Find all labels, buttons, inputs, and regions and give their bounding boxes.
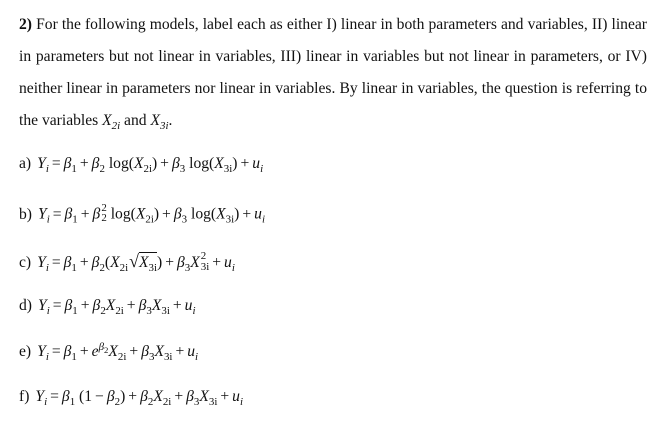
- equation-label: b): [19, 205, 32, 223]
- problem-conjunction: and: [120, 112, 151, 129]
- variable-x3i: $X_{3i}$: [150, 112, 169, 132]
- equation-b: b) $Y_i = \beta_1 + \beta$ 2 2 $\log(X_{2i}) + \beta_3$ $\log(X_{3i}) + u_i$: [19, 202, 265, 226]
- equation-label: e): [19, 343, 32, 360]
- problem-statement: 2) For the following models, label each as either I) linear in both parameters and variables, II) linear in parameters but not linear in variables, III) linear in variables but not linear in parameters, or IV) neither linear in parameters nor linear in variables. By linear in variables, the question is referring to the variables $X_{2i}$ and $X_{3i}$.: [19, 16, 647, 132]
- equation-label: a): [19, 155, 32, 172]
- equation-c: c) $Y_i = \beta_1 + \beta_2(X_{2i}√X_{3i}) + \beta_3X$ 2 3i + $u_i$: [19, 250, 235, 274]
- equation-label: d): [19, 297, 32, 314]
- sqrt-icon: √: [129, 251, 139, 271]
- problem-intro: For the following models, label each as either I) linear in both parameters and variables, II) linear in parameters but not linear in variables, III) linear in variables but not linear in parameters, or IV) neither linear in parameters nor linear in variables. By linear in variables, the question is referring to the variables: [19, 16, 647, 129]
- equation-d: d) $Y_i = \beta_1 + \beta_2X_{2i} + \beta_3X_{3i} + u_i$: [19, 297, 196, 317]
- equation-e: e) $Y_i = \beta_1 + e^{\beta_2}X_{2i} + \beta_3X_{3i} + u_i$: [19, 341, 199, 363]
- variable-x2i: $X_{2i}$: [102, 112, 121, 132]
- equation-label: c): [19, 254, 32, 271]
- equation-label: f): [19, 388, 30, 405]
- problem-number: 2): [19, 16, 32, 33]
- equation-f: f) $Y_i = \beta_1$ $(1 - \beta_2) + \beta_2X_{2i} + \beta_3X_{3i} + u_i$: [19, 388, 243, 408]
- equation-a: a) $Y_i = \beta_1 + \beta_2$ $\log(X_{2i}) + \beta_3$ $\log(X_{3i}) + u_i$: [19, 155, 264, 175]
